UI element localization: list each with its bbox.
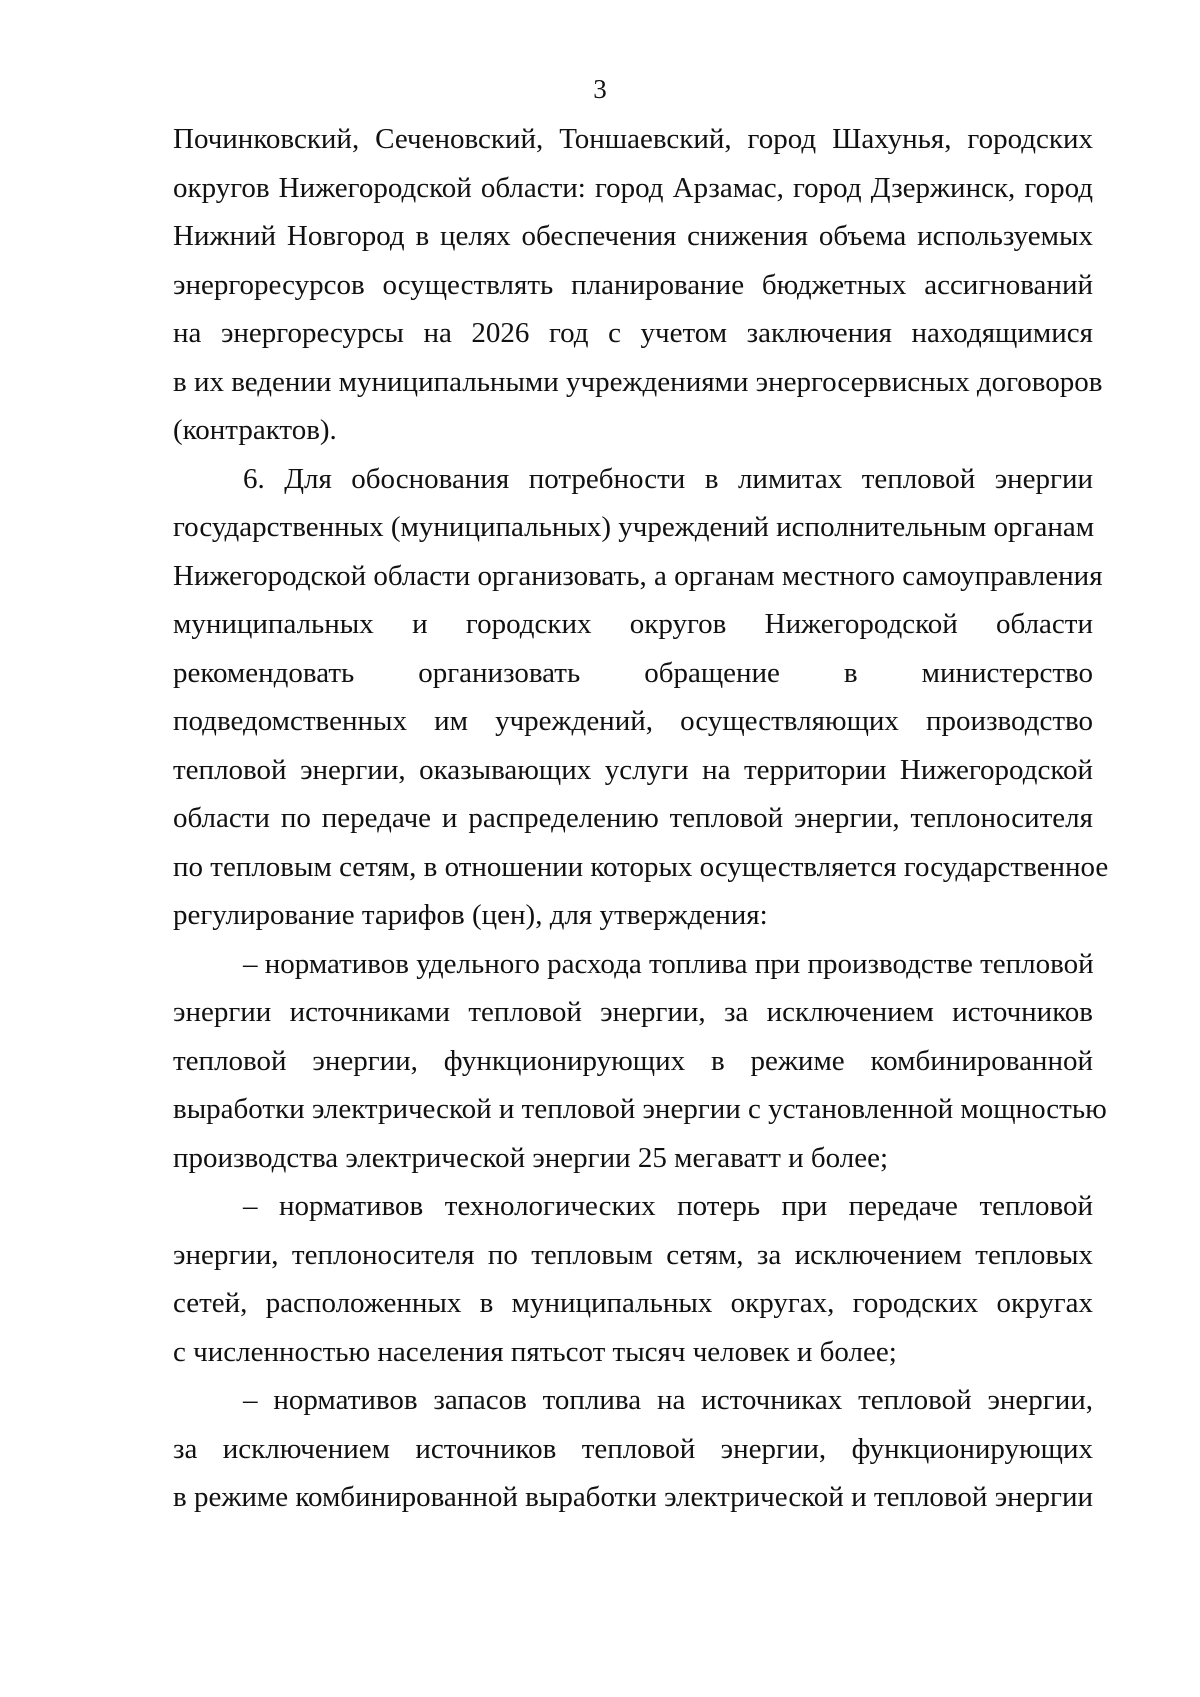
text-line: в их ведении муниципальными учреждениями энергосервисных договоров xyxy=(173,365,1103,398)
text-line: государственных (муниципальных) учреждений исполнительным органам xyxy=(173,511,1095,543)
paragraph-5-continuation xyxy=(173,115,1103,455)
text-line: производства электрической энергии 25 мегаватт и более; xyxy=(173,1141,889,1174)
text-line: за исключением источников тепловой энергии, функционирующих xyxy=(173,1432,1093,1465)
list-item-technological-losses xyxy=(173,1182,1093,1376)
text-line: рекомендовать организовать обращение в министерство xyxy=(173,656,1093,689)
text-line: по тепловым сетям, в отношении которых осуществляется государственное xyxy=(173,850,1109,883)
text-line: Нижегородской области организовать, а органам местного самоуправления xyxy=(173,559,1103,592)
text-line: округов Нижегородской области: город Арзамас, город Дзержинск, город xyxy=(173,171,1093,204)
text-line: энергоресурсов осуществлять планирование бюджетных ассигнований xyxy=(173,268,1093,301)
text-line: тепловой энергии, функционирующих в режиме комбинированной xyxy=(173,1044,1093,1077)
text-line: регулирование тарифов (цен), для утверждения: xyxy=(173,899,768,931)
text-line: Нижний Новгород в целях обеспечения снижения объема используемых xyxy=(173,220,1093,252)
text-line: тепловой энергии, оказывающих услуги на территории Нижегородской xyxy=(173,753,1093,786)
text-line: с численностью населения пятьсот тысяч человек и более; xyxy=(173,1335,897,1368)
page-number: 3 xyxy=(593,74,607,104)
text-line: 6. Для обоснования потребности в лимитах тепловой энергии xyxy=(243,462,1093,495)
text-line: области по передаче и распределению тепловой энергии, теплоносителя xyxy=(173,802,1093,834)
text-line: – нормативов запасов топлива на источниках тепловой энергии, xyxy=(243,1384,1093,1416)
text-line: энергии источниками тепловой энергии, за исключением источников xyxy=(173,996,1093,1028)
list-item-fuel-consumption xyxy=(173,940,1107,1183)
text-line: в режиме комбинированной выработки электрической и тепловой энергии xyxy=(173,1481,1093,1513)
text-line: на энергоресурсы на 2026 год с учетом заключения находящимися xyxy=(173,317,1093,349)
text-line: – нормативов удельного расхода топлива при производстве тепловой xyxy=(243,947,1094,980)
list-item-fuel-reserves xyxy=(173,1376,1093,1522)
text-line: муниципальных и городских округов Нижегородской области xyxy=(173,608,1093,640)
text-line: выработки электрической и тепловой энергии с установленной мощностью xyxy=(173,1093,1107,1125)
text-line: энергии, теплоносителя по тепловым сетям, за исключением тепловых xyxy=(173,1238,1093,1271)
paragraph-6 xyxy=(173,455,1109,940)
text-line: Починковский, Сеченовский, Тоншаевский, город Шахунья, городских xyxy=(173,123,1093,155)
text-line: (контрактов). xyxy=(173,414,337,446)
text-line: подведомственных им учреждений, осуществляющих производство xyxy=(173,705,1093,737)
text-line: – нормативов технологических потерь при передаче тепловой xyxy=(243,1190,1093,1222)
text-line: сетей, расположенных в муниципальных округах, городских округах xyxy=(173,1287,1093,1319)
document-body xyxy=(173,115,1109,1522)
